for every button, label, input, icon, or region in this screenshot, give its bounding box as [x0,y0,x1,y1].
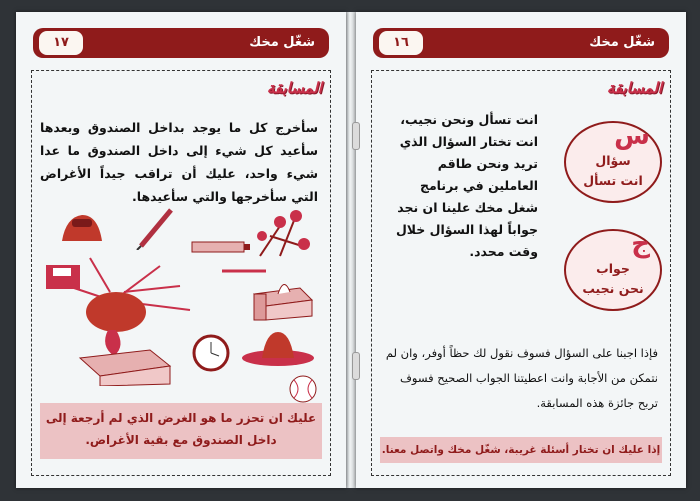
content-frame [31,70,331,476]
staple [352,122,360,150]
challenge-notice: عليك ان تحزر ما هو الغرض الذي لم أرجعة إلى داخل الصندوق مع بقية الأغراض. [40,403,322,459]
baseball-icon [288,374,318,404]
clock-icon [192,334,230,372]
instructions-text: سأخرج كل ما يوجد بداخل الصندوق وبعدها سأعيد كل شيء إلى داخل الصندوق ما عدا شيء واحد، عليك أن تراقب جيداً الأغراض التي سأخرجها والتي سأعيدها. [40,120,318,204]
staple [352,352,360,380]
sombrero-icon [240,328,316,368]
iron-icon [58,211,106,245]
content-frame [371,70,671,476]
illustrations [40,206,322,406]
answer-circle [564,229,662,311]
question-circle [564,121,662,203]
book-spine [346,12,356,488]
left-page [16,12,346,488]
answer-sub-label: نحن نجيب [582,281,644,296]
competition-logo: المسابقة [266,79,322,97]
flowers-icon [250,206,312,262]
answer-label: جواب [596,261,630,276]
question-label: سؤال [595,153,631,168]
explanation-text: انت تسأل ونحن نجيب، انت تختار السؤال الذي تريد ونحن طاقم العاملين في برنامج شغل مخك علينا ان نجد جواباً لهذا السؤال خلال وقت محدد. [395,112,538,259]
page-number: ١٧ [39,31,83,55]
page-header [33,28,329,58]
jack-in-box-icon [60,246,200,386]
contact-notice: إذا عليك ان تختار أسئلة غريبة، شغّل مخك واتصل معنا. [380,437,662,463]
page-number: ١٦ [379,31,423,55]
header-title: شغّل مخك [249,35,315,50]
question-sub-label: انت تسأل [583,173,643,188]
header-title: شغّل مخك [589,35,655,50]
competition-logo: المسابقة [606,79,662,97]
tissue-box-icon [250,274,316,322]
right-page [356,12,686,488]
prize-text: فإذا اجبنا على السؤال فسوف نقول لك حظاً أوفر، وان لم نتمكن من الأجابة وانت اعطيتنا الجواب الصحيح فسوف تربح جائزة هذه المسابقة. [385,346,658,410]
page-header [373,28,669,58]
pen-icon [135,206,175,250]
question-letter: س [614,121,650,151]
answer-letter: ج [631,229,650,259]
